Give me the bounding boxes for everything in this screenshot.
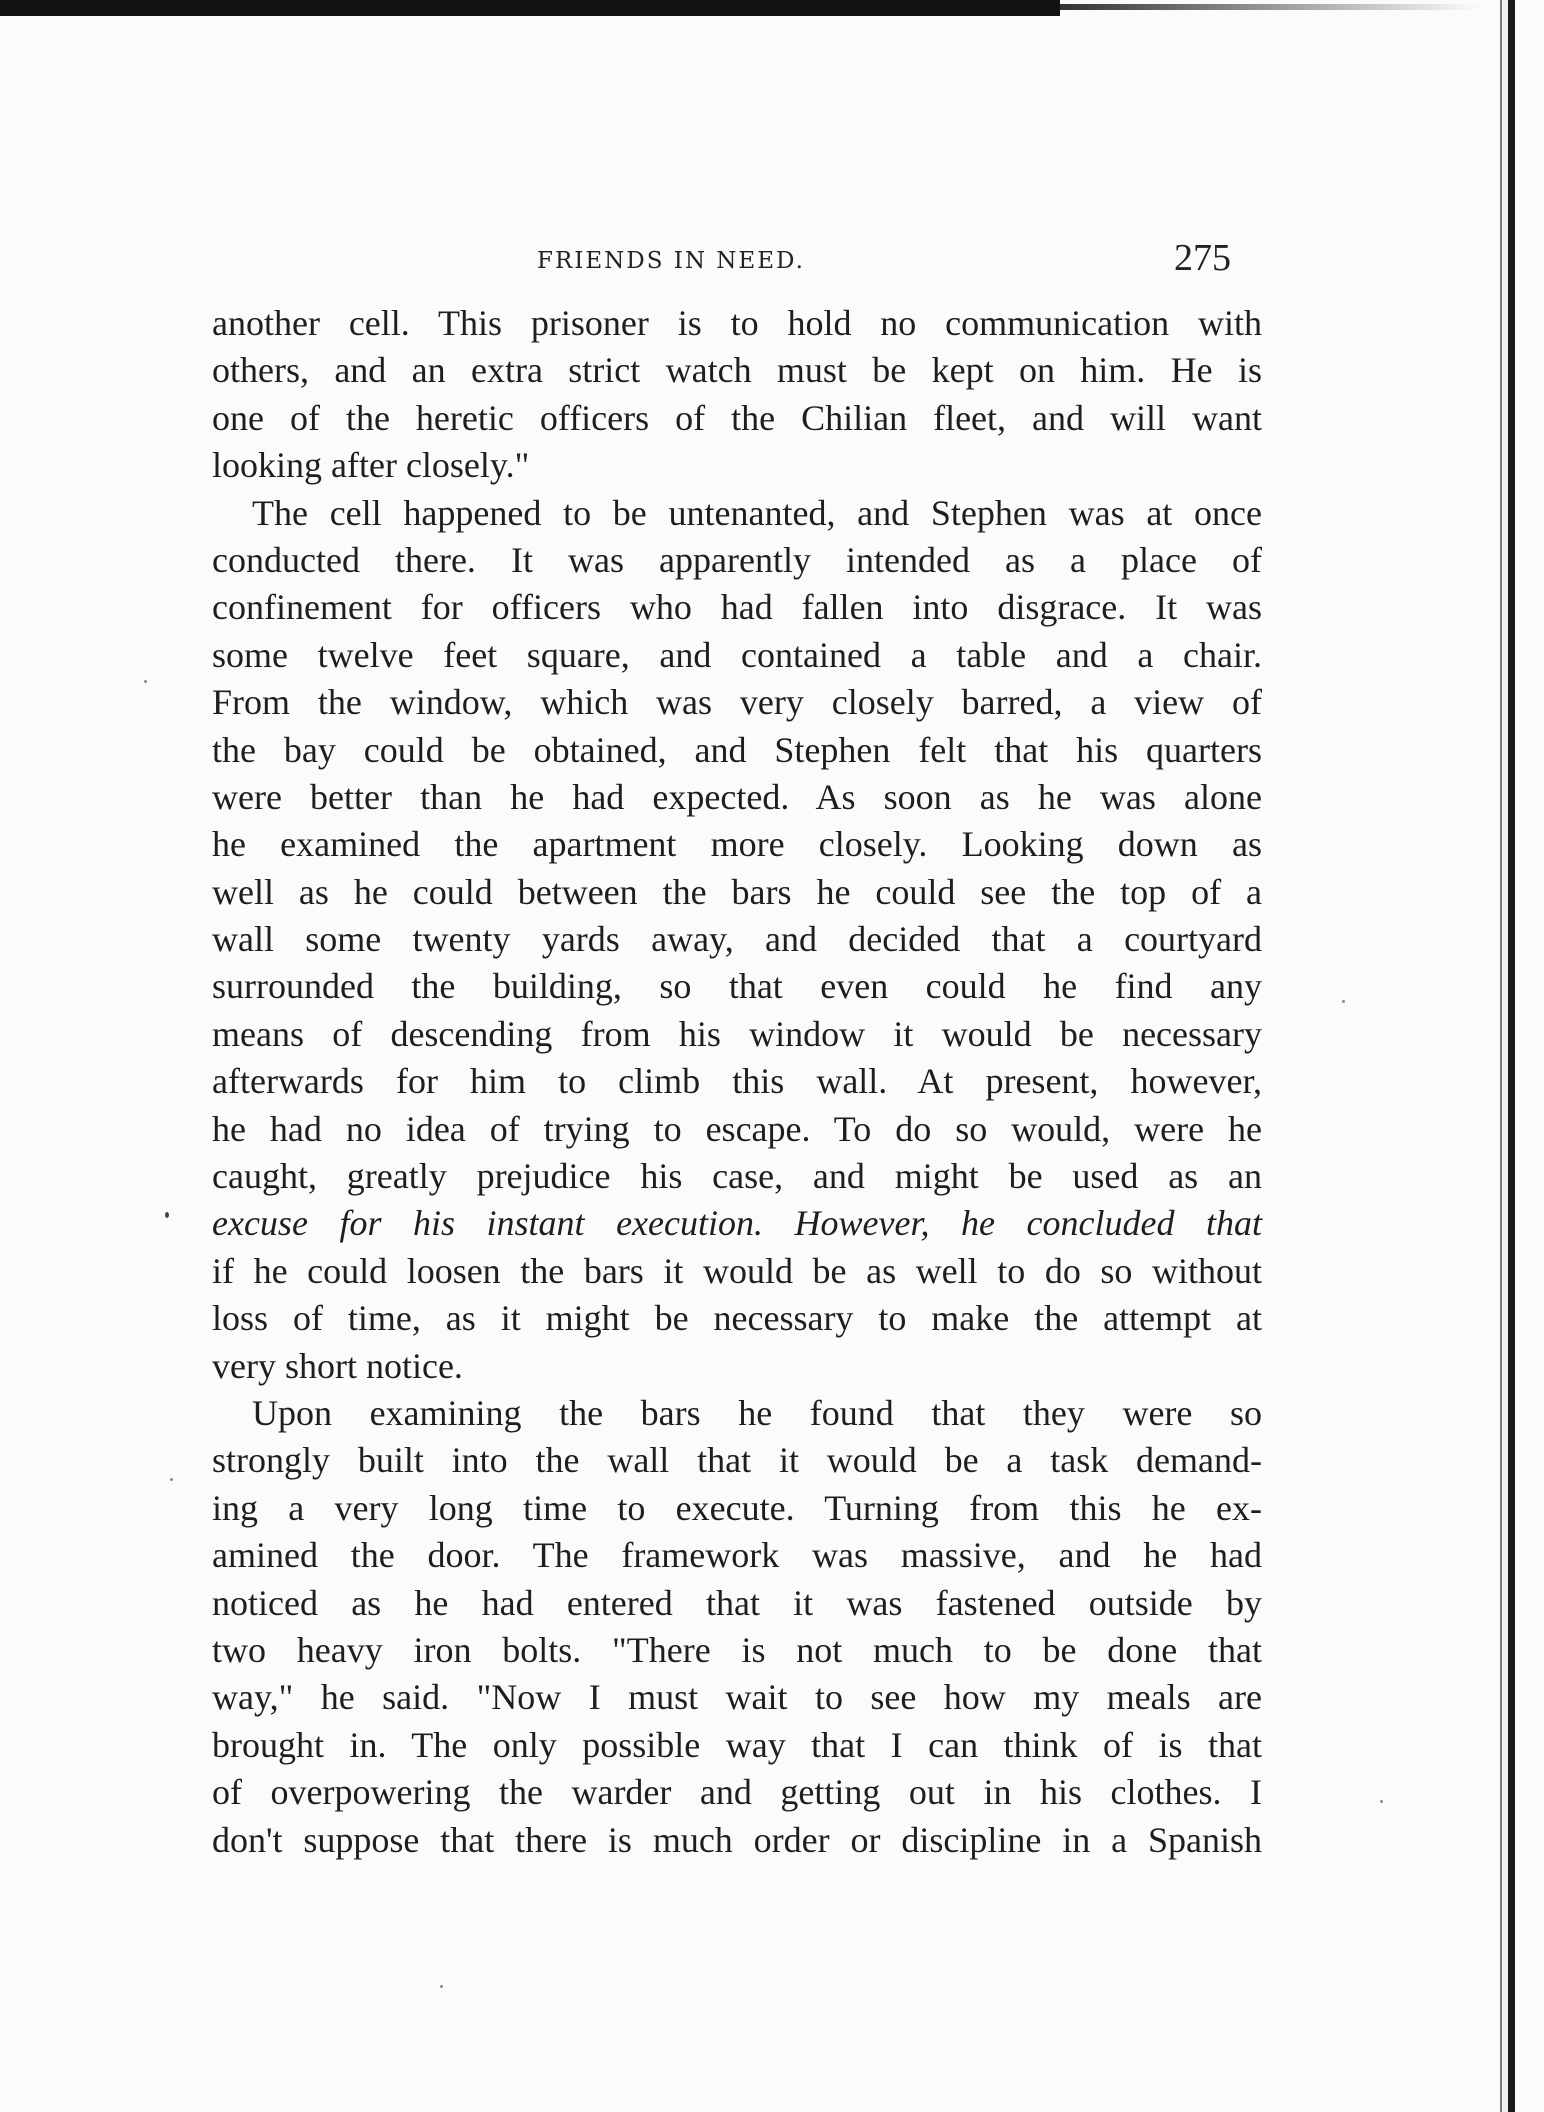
text-line: very short notice. [212, 1345, 463, 1386]
text-line: caught, greatly prejudice his case, and might be used as an [212, 1156, 1262, 1197]
text-line: The cell happened to be untenanted, and Stephen was at once [252, 492, 1262, 533]
running-head [212, 236, 1262, 279]
page-number: 275 [1174, 237, 1231, 279]
text-line: another cell. This prisoner is to hold no communication with [212, 303, 1262, 343]
text-line: the bay could be obtained, and Stephen felt that his quarters [212, 729, 1262, 770]
body-text [212, 300, 1262, 1864]
text-line: were better than he had expected. As soon as he was alone [212, 776, 1262, 817]
scan-right-edge [1508, 0, 1515, 2112]
text-line: he had no idea of trying to escape. To do so would, were he [212, 1108, 1262, 1149]
text-line: afterwards for him to climb this wall. At present, however, [212, 1061, 1262, 1102]
text-line: brought in. The only possible way that I can think of is that [212, 1724, 1262, 1765]
text-line: two heavy iron bolts. "There is not much to be done that [212, 1629, 1262, 1670]
text-line: one of the heretic officers of the Chilian fleet, and will want [212, 397, 1262, 438]
text-line: of overpowering the warder and getting out in his clothes. I [212, 1772, 1262, 1813]
running-title: FRIENDS IN NEED. [537, 248, 805, 274]
text-line: looking after closely." [212, 445, 530, 486]
text-line: noticed as he had entered that it was fastened outside by [212, 1582, 1262, 1623]
text-line: way," he said. "Now I must wait to see how my meals are [212, 1677, 1262, 1718]
text-line: From the window, which was very closely barred, a view of [212, 682, 1262, 723]
text-line: well as he could between the bars he could see the top of a [212, 871, 1262, 912]
text-line: some twelve feet square, and contained a table and a chair. [212, 634, 1262, 675]
text-line: he examined the apartment more closely. Looking down as [212, 824, 1262, 865]
text-line: if he could loosen the bars it would be as well to do so without [212, 1250, 1262, 1291]
scan-speck [440, 1985, 443, 1988]
scan-speck [144, 680, 147, 683]
scan-top-border-fade [1060, 4, 1480, 10]
text-line: others, and an extra strict watch must be kept on him. He is [212, 350, 1262, 391]
scan-speck [165, 1212, 169, 1218]
scan-top-border [0, 0, 1060, 16]
text-line: strongly built into the wall that it would be a task demand- [212, 1440, 1262, 1481]
text-line: Upon examining the bars he found that they were so [252, 1392, 1262, 1433]
text-line: ing a very long time to execute. Turning from this he ex- [212, 1487, 1262, 1528]
text-line: conducted there. It was apparently intended as a place of [212, 539, 1262, 580]
text-line: confinement for officers who had fallen into disgrace. It was [212, 587, 1262, 628]
text-line: excuse for his instant execution. However, he concluded that [212, 1203, 1262, 1244]
text-line: wall some twenty yards away, and decided that a courtyard [212, 919, 1262, 960]
scan-speck [170, 1478, 173, 1481]
text-line: amined the door. The framework was massive, and he had [212, 1535, 1262, 1576]
text-line: means of descending from his window it would be necessary [212, 1013, 1262, 1054]
text-line: don't suppose that there is much order or discipline in a Spanish [212, 1819, 1262, 1860]
text-line: loss of time, as it might be necessary to make the attempt at [212, 1298, 1262, 1339]
scan-speck [1380, 1800, 1383, 1803]
scan-speck [1342, 1000, 1345, 1003]
text-line: surrounded the building, so that even could he find any [212, 966, 1262, 1007]
